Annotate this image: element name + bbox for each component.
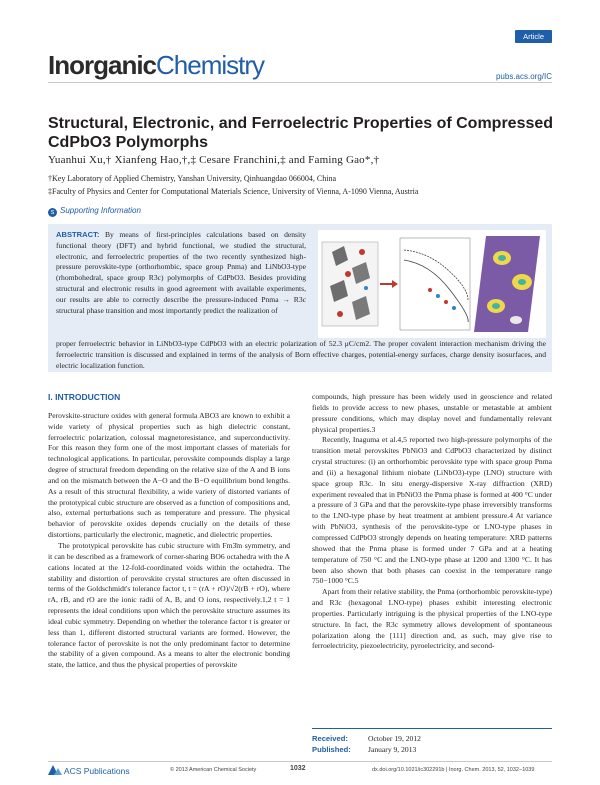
article-type-badge: Article <box>515 30 552 43</box>
intro-paragraph-5: Apart from their relative stability, the Pnma (orthorhombic perovskite-type) and R3c (hexagonal LNO-type) phases exhibit interesting electronic properties. Particularly intriguing is the physical properties of the LNO-type structure. In fact, the R3c symmetry allows development of spontaneous polarization along the [111] direction and, as such, may give rise to ferroelectricity, piezoelectricity, pyroelectricity, and second- <box>312 587 552 651</box>
intro-paragraph-2: The prototypical perovskite has cubic structure with Fm3̄m symmetry, and it can be described as a framework of corner-sharing BO6 octahedra with the A cations located at the 12-fold-coordinated voids within the octahedra. The stability and distortion of perovskite crystal structures are often discussed in terms of the Goldschmidt's tolerance factor t, t = (rA + rO)/√2(rB + rO), where rA, rB, and rO are the ionic radii of A, B, and O ions, respectively.1,2 t = 1 represents the ideal conditions upon which the perovskite structure assumes its ideal cubic symmetry. Depending on whether the tolerance factor t is greater or less than 1, different distorted structural variants are formed. However, the tolerance factor of perovskite is not the only predominant factor to determine the stability of a given compound. As a means to alter the electronic bonding state, the lattice, and thus the physical properties of perovskite <box>48 540 290 670</box>
received-date: October 19, 2012 <box>368 734 421 743</box>
acs-publications-label: ACS Publications <box>63 766 130 776</box>
charge-density-map <box>474 236 540 332</box>
transition-arrow <box>380 280 398 288</box>
publication-dates <box>312 733 421 755</box>
abstract-label: ABSTRACT: <box>56 230 100 239</box>
toc-graphic[interactable] <box>318 230 546 338</box>
dates-divider <box>312 728 552 729</box>
intro-paragraph-3: compounds, high pressure has been widely used in geoscience and related fields to provide access to new phases, unstable or metastable at ambient pressure conditions, which may display novel and fundamentally relevant physical properties.3 <box>312 392 552 434</box>
affiliation-2: ‡Faculty of Physics and Center for Computational Materials Science, University of Vienna, A-1090 Vienna, Austria <box>48 187 419 196</box>
copyright-notice: © 2013 American Chemical Society <box>170 767 257 773</box>
abstract-text <box>56 230 306 316</box>
footer-divider <box>48 761 552 762</box>
toc-graphic-svg <box>318 230 546 338</box>
crystal-structure-left <box>322 242 378 326</box>
page-number: 1032 <box>290 765 306 772</box>
energy-plot <box>400 238 470 330</box>
published-label: Published: <box>312 745 351 754</box>
abstract-continuation: proper ferroelectric behavior in LiNbO3-type CdPbO3 with an electric polarization of 52.3 μC/cm2. The proper covalent interaction mechanism driving the ferroelectric transition is discussed and explained in terms of the analysis of Born effective charges, potential-energy surfaces, charge density isosurfaces, and electric localization function. <box>56 339 546 370</box>
supporting-info-icon: s <box>48 208 57 217</box>
acs-publications-logo[interactable] <box>48 765 130 776</box>
body-column-left <box>48 392 290 671</box>
journal-logo-word1: Inorganic <box>48 50 157 80</box>
doi-citation[interactable]: dx.doi.org/10.1021/ic302291b | Inorg. Chem. 2013, 52, 1032−1039 <box>372 767 535 773</box>
journal-url[interactable]: pubs.acs.org/IC <box>495 72 552 81</box>
affiliation-1: †Key Laboratory of Applied Chemistry, Yanshan University, Qinhuangdao 066004, China <box>48 174 337 183</box>
body-column-right <box>312 392 552 652</box>
journal-logo[interactable] <box>48 50 264 81</box>
journal-logo-word2: Chemistry <box>156 50 265 80</box>
article-title: Structural, Electronic, and Ferroelectric Properties of Compressed CdPbO3 Polymorphs <box>48 115 554 151</box>
author-list: Yuanhui Xu,† Xianfeng Hao,†,‡ Cesare Franchini,‡ and Faming Gao*,† <box>48 154 380 166</box>
received-label: Received: <box>312 734 348 743</box>
abstract-part1: By means of first-principles calculations based on density functional theory (DFT) and hybrid functional, we studied the structural, electronic, and ferroelectric properties of the two recently synthesized high-pressure perovskite-type (orthorhombic, space group Pnma) and LiNbO3-type (rhombohedral, space group R3c) polymorphs of CdPbO3. Besides providing structural and electronic results in good agreement with available experiments, our results are able to correctly describe the pressure-induced Pnma → R3c structural phase transition and most importantly predict the realization of <box>56 230 307 315</box>
published-date: January 9, 2013 <box>368 745 417 754</box>
supporting-information-link[interactable] <box>48 206 141 217</box>
header-divider <box>48 82 552 83</box>
intro-paragraph-4: Recently, Inaguma et al.4,5 reported two high-pressure polymorphs of the transition metal perovskites PbNiO3 and CdPbO3 characterized by distinct crystal structures: (i) an orthorhombic perovskite type with space group Pnma and (ii) a hexagonal lithium niobate (LiNbO3)-type (LNO) structure with space group R3c. In situ energy-dispersive X-ray diffraction (XRD) experiment revealed that in PbNiO3 the Pnma phase is formed at 400 °C under a pressure of 3 GPa and that the perovskite-type phase irreversibly transforms to the LNO-type phase by heat treatment at ambient pressure.4 At variance with PbNiO3, synthesis of the perovskite-type or LNO-type phases in compressed CdPbO3 strongly depends on heating temperature: XRD patterns showed that the Pnma phase is formed under 7 GPa and at a heating temperature of 750 °C and the LNO-type phase at 1200 and 1300 °C. It has been also shown that both phases can coexist in the temperature range 750−1000 °C.5 <box>312 435 552 586</box>
acs-logo-icon <box>48 765 62 775</box>
section-heading: I. INTRODUCTION <box>48 392 121 402</box>
intro-paragraph-1: Perovskite-structure oxides with general formula ABO3 are known to exhibit a wide variety of physical properties such as high dielectric constant, ferroelectric polarization, colossal magnetoresistance, and superconductivity. For this reason they form one of the most important classes of materials for technological applications. In particular, perovskite compounds display a large degree of structural freedom depending on the relative size of the A and B ions and on the mismatch between the A−O and the B−O equilibrium bond lengths. As a result of this structural flexibility, a wide variety of distorted variants of the prototypical cubic structure are observed as a function of compositions and, also, external perturbations such as temperature and pressure. The physical behavior of perovskite oxides depends crucially on the details of these distortions, particularly the electronic, magnetic, and dielectric properties. <box>48 410 290 540</box>
supporting-info-label: Supporting Information <box>60 206 141 215</box>
